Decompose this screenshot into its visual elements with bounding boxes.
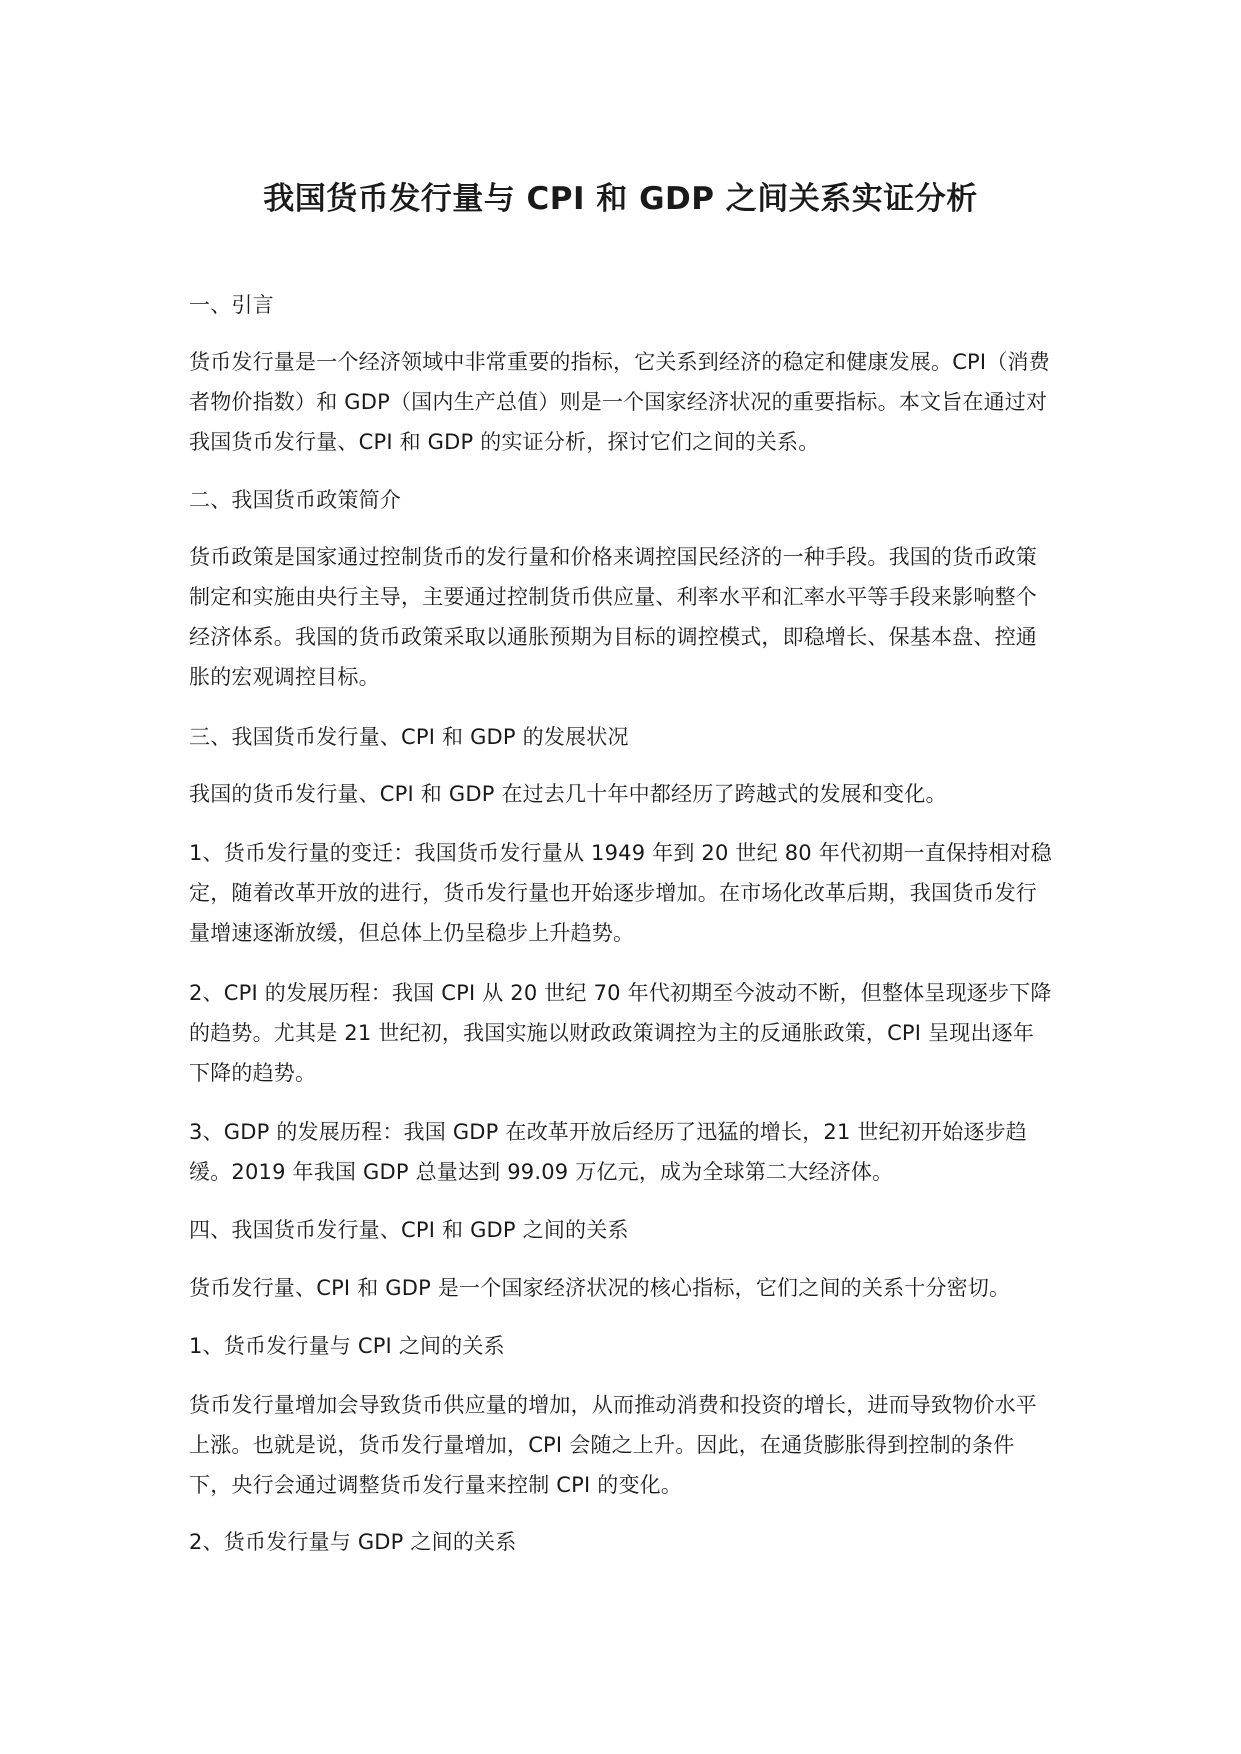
section-heading-relationship: 四、我国货币发行量、CPI 和 GDP 之间的关系	[189, 1218, 629, 1242]
section-heading-development: 三、我国货币发行量、CPI 和 GDP 的发展状况	[189, 725, 629, 749]
document-title: 我国货币发行量与 CPI 和 GDP 之间关系实证分析	[263, 181, 978, 217]
paragraph-gdp-history: 3、GDP 的发展历程：我国 GDP 在改革开放后经历了迅猛的增长，21 世纪初开始逐步趋缓。2019 年我国 GDP 总量达到 99.09 万亿元，成为全球第二大经济体。	[189, 1120, 1027, 1184]
paragraph-money-supply-history: 1、货币发行量的变迁：我国货币发行量从 1949 年到 20 世纪 80 年代初期一直保持相对稳定，随着改革开放的进行，货币发行量也开始逐步增加。在市场化改革后期，我国货币发行量增速逐渐放缓，但总体上仍呈稳步上升趋势。	[189, 841, 1052, 945]
subheading-money-cpi: 1、货币发行量与 CPI 之间的关系	[189, 1334, 505, 1358]
paragraph-money-cpi: 货币发行量增加会导致货币供应量的增加，从而推动消费和投资的增长，进而导致物价水平上涨。也就是说，货币发行量增加，CPI 会随之上升。因此，在通货膨胀得到控制的条件下，央行会通过调整货币发行量来控制 CPI 的变化。	[189, 1393, 1037, 1497]
section-heading-introduction: 一、引言	[189, 293, 274, 317]
paragraph-cpi-history: 2、CPI 的发展历程：我国 CPI 从 20 世纪 70 年代初期至今波动不断，但整体呈现逐步下降的趋势。尤其是 21 世纪初，我国实施以财政政策调控为主的反通胀政策，CPI 呈现出逐年下降的趋势。	[189, 981, 1052, 1085]
paragraph-development-intro: 我国的货币发行量、CPI 和 GDP 在过去几十年中都经历了跨越式的发展和变化。	[189, 782, 947, 806]
paragraph-relationship-intro: 货币发行量、CPI 和 GDP 是一个国家经济状况的核心指标，它们之间的关系十分密切。	[189, 1276, 1011, 1300]
section-heading-monetary-policy: 二、我国货币政策简介	[189, 488, 401, 512]
paragraph-monetary-policy: 货币政策是国家通过控制货币的发行量和价格来调控国民经济的一种手段。我国的货币政策制定和实施由央行主导，主要通过控制货币供应量、利率水平和汇率水平等手段来影响整个经济体系。我国的货币政策采取以通胀预期为目标的调控模式，即稳增长、保基本盘、控通胀的宏观调控目标。	[189, 545, 1037, 689]
subheading-money-gdp: 2、货币发行量与 GDP 之间的关系	[189, 1530, 517, 1554]
paragraph-introduction: 货币发行量是一个经济领域中非常重要的指标，它关系到经济的稳定和健康发展。CPI（消费者物价指数）和 GDP（国内生产总值）则是一个国家经济状况的重要指标。本文旨在通过对我国货币发行量、CPI 和 GDP 的实证分析，探讨它们之间的关系。	[189, 350, 1050, 454]
